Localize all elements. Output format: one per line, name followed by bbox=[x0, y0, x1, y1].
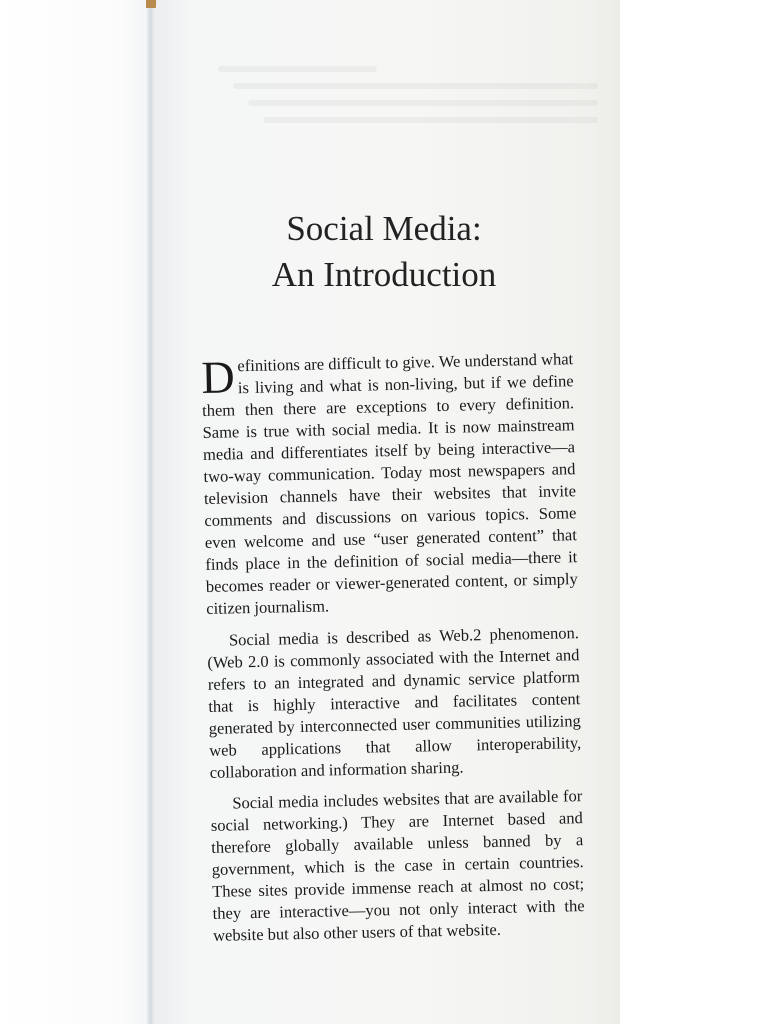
chapter-title-line-1: Social Media: bbox=[286, 209, 482, 248]
photo-background-left bbox=[0, 0, 152, 1024]
paragraph-definitions bbox=[201, 348, 578, 620]
book-spine-edge bbox=[146, 0, 156, 1024]
chapter-title bbox=[156, 206, 612, 298]
drop-cap: D bbox=[200, 351, 236, 403]
show-through-text bbox=[210, 66, 590, 196]
paragraph-web2: Social media is described as Web.2 phenomenon. (Web 2.0 is commonly associated with the Internet and refers to an integrated and dynamic service platform that is highly interactive and facilitates content generated by interconnected user communities utilizing web applications that allow interoperability, collaboration and information sharing. bbox=[207, 623, 582, 782]
chapter-title-line-2: An Introduction bbox=[271, 255, 497, 294]
paragraph-social-networking: Social media includes websites that are available for social networking.) They are Internet based and therefore globally available unless banned by a government, which is the case in certain countries. These sites provide immense reach at almost no cost; they are interactive—you not only interact with the website but also other users of that website. bbox=[210, 786, 585, 945]
photo-background-right bbox=[620, 0, 768, 1024]
paragraph-text: efinitions are difficult to give. We understand what is living and what is non-living, but if we define them then there are exceptions to every definition. Same is true with social media. It is now mainstream media and differentiates itself by being interactive—a two-way communication. Today most newspapers and television channels have their websites that invite comments and discussions on various topics. Some even welcome and use “user generated content” that finds place in the definition of social media—there it becomes reader or viewer-generated content, or simply citizen journalism. bbox=[201, 349, 578, 618]
chapter-body bbox=[201, 348, 585, 956]
